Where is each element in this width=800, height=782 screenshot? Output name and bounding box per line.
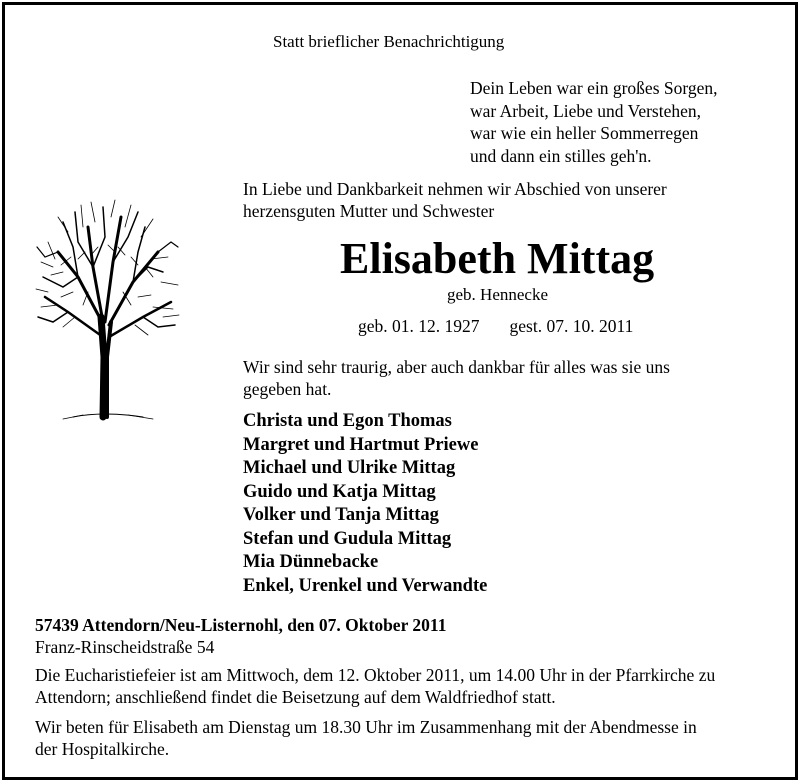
- birth-date: geb. 01. 12. 1927: [358, 316, 480, 336]
- death-date: gest. 07. 10. 2011: [509, 316, 634, 336]
- mourning-line: gegeben hat.: [243, 379, 332, 399]
- family-member: Michael und Ulrike Mittag: [243, 458, 456, 478]
- poem-line: war Arbeit, Liebe und Verstehen,: [470, 100, 701, 121]
- life-dates: [358, 316, 633, 337]
- prayer-info: [35, 716, 697, 760]
- deceased-name: Elisabeth Mittag: [340, 234, 655, 283]
- family-member: Mia Dünnebacke: [243, 552, 379, 572]
- poem-line: Dein Leben war ein großes Sorgen,: [470, 78, 718, 98]
- poem: [470, 77, 718, 167]
- family-member: Stefan und Gudula Mittag: [243, 528, 452, 549]
- family-member: Volker und Tanja Mittag: [243, 505, 439, 525]
- family-member: Guido und Katja Mittag: [243, 481, 436, 502]
- mourning-line: Wir sind sehr traurig, aber auch dankbar für alles was sie uns: [243, 357, 670, 377]
- poem-line: war wie ein heller Sommerregen: [470, 123, 699, 143]
- prayer-line: Wir beten für Elisabeth am Dienstag um 18.30 Uhr im Zusammenhang mit der Abendmesse in: [35, 717, 697, 737]
- mourning-text: [243, 356, 670, 400]
- service-line: Attendorn; anschließend findet die Beisetzung auf dem Waldfriedhof statt.: [35, 687, 556, 707]
- header-text: Statt brieflicher Benachrichtigung: [273, 32, 505, 51]
- service-info: [35, 664, 715, 708]
- intro-text: [243, 178, 667, 222]
- street-address: Franz-Rinscheidstraße 54: [35, 637, 215, 657]
- intro-line: herzensguten Mutter und Schwester: [243, 201, 495, 221]
- maiden-name: geb. Hennecke: [447, 285, 549, 304]
- poem-line: und dann ein stilles geh'n.: [470, 145, 652, 166]
- address-block: [35, 614, 446, 658]
- intro-line: In Liebe und Dankbarkeit nehmen wir Abschied von unserer: [243, 179, 667, 199]
- family-member: Enkel, Urenkel und Verwandte: [243, 575, 488, 596]
- family-member: Christa und Egon Thomas: [243, 411, 452, 431]
- prayer-line: der Hospitalkirche.: [35, 739, 170, 759]
- service-line: Die Eucharistiefeier ist am Mittwoch, dem 12. Oktober 2011, um 14.00 Uhr in der Pfarrkirche zu: [35, 665, 716, 685]
- tree-illustration: [33, 197, 183, 427]
- place-date: 57439 Attendorn/Neu-Listernohl, den 07. Oktober 2011: [35, 615, 447, 635]
- family-member: Margret und Hartmut Priewe: [243, 434, 479, 455]
- obituary-notice: [2, 2, 798, 780]
- tree-icon: [33, 197, 183, 422]
- family-list: [243, 410, 487, 598]
